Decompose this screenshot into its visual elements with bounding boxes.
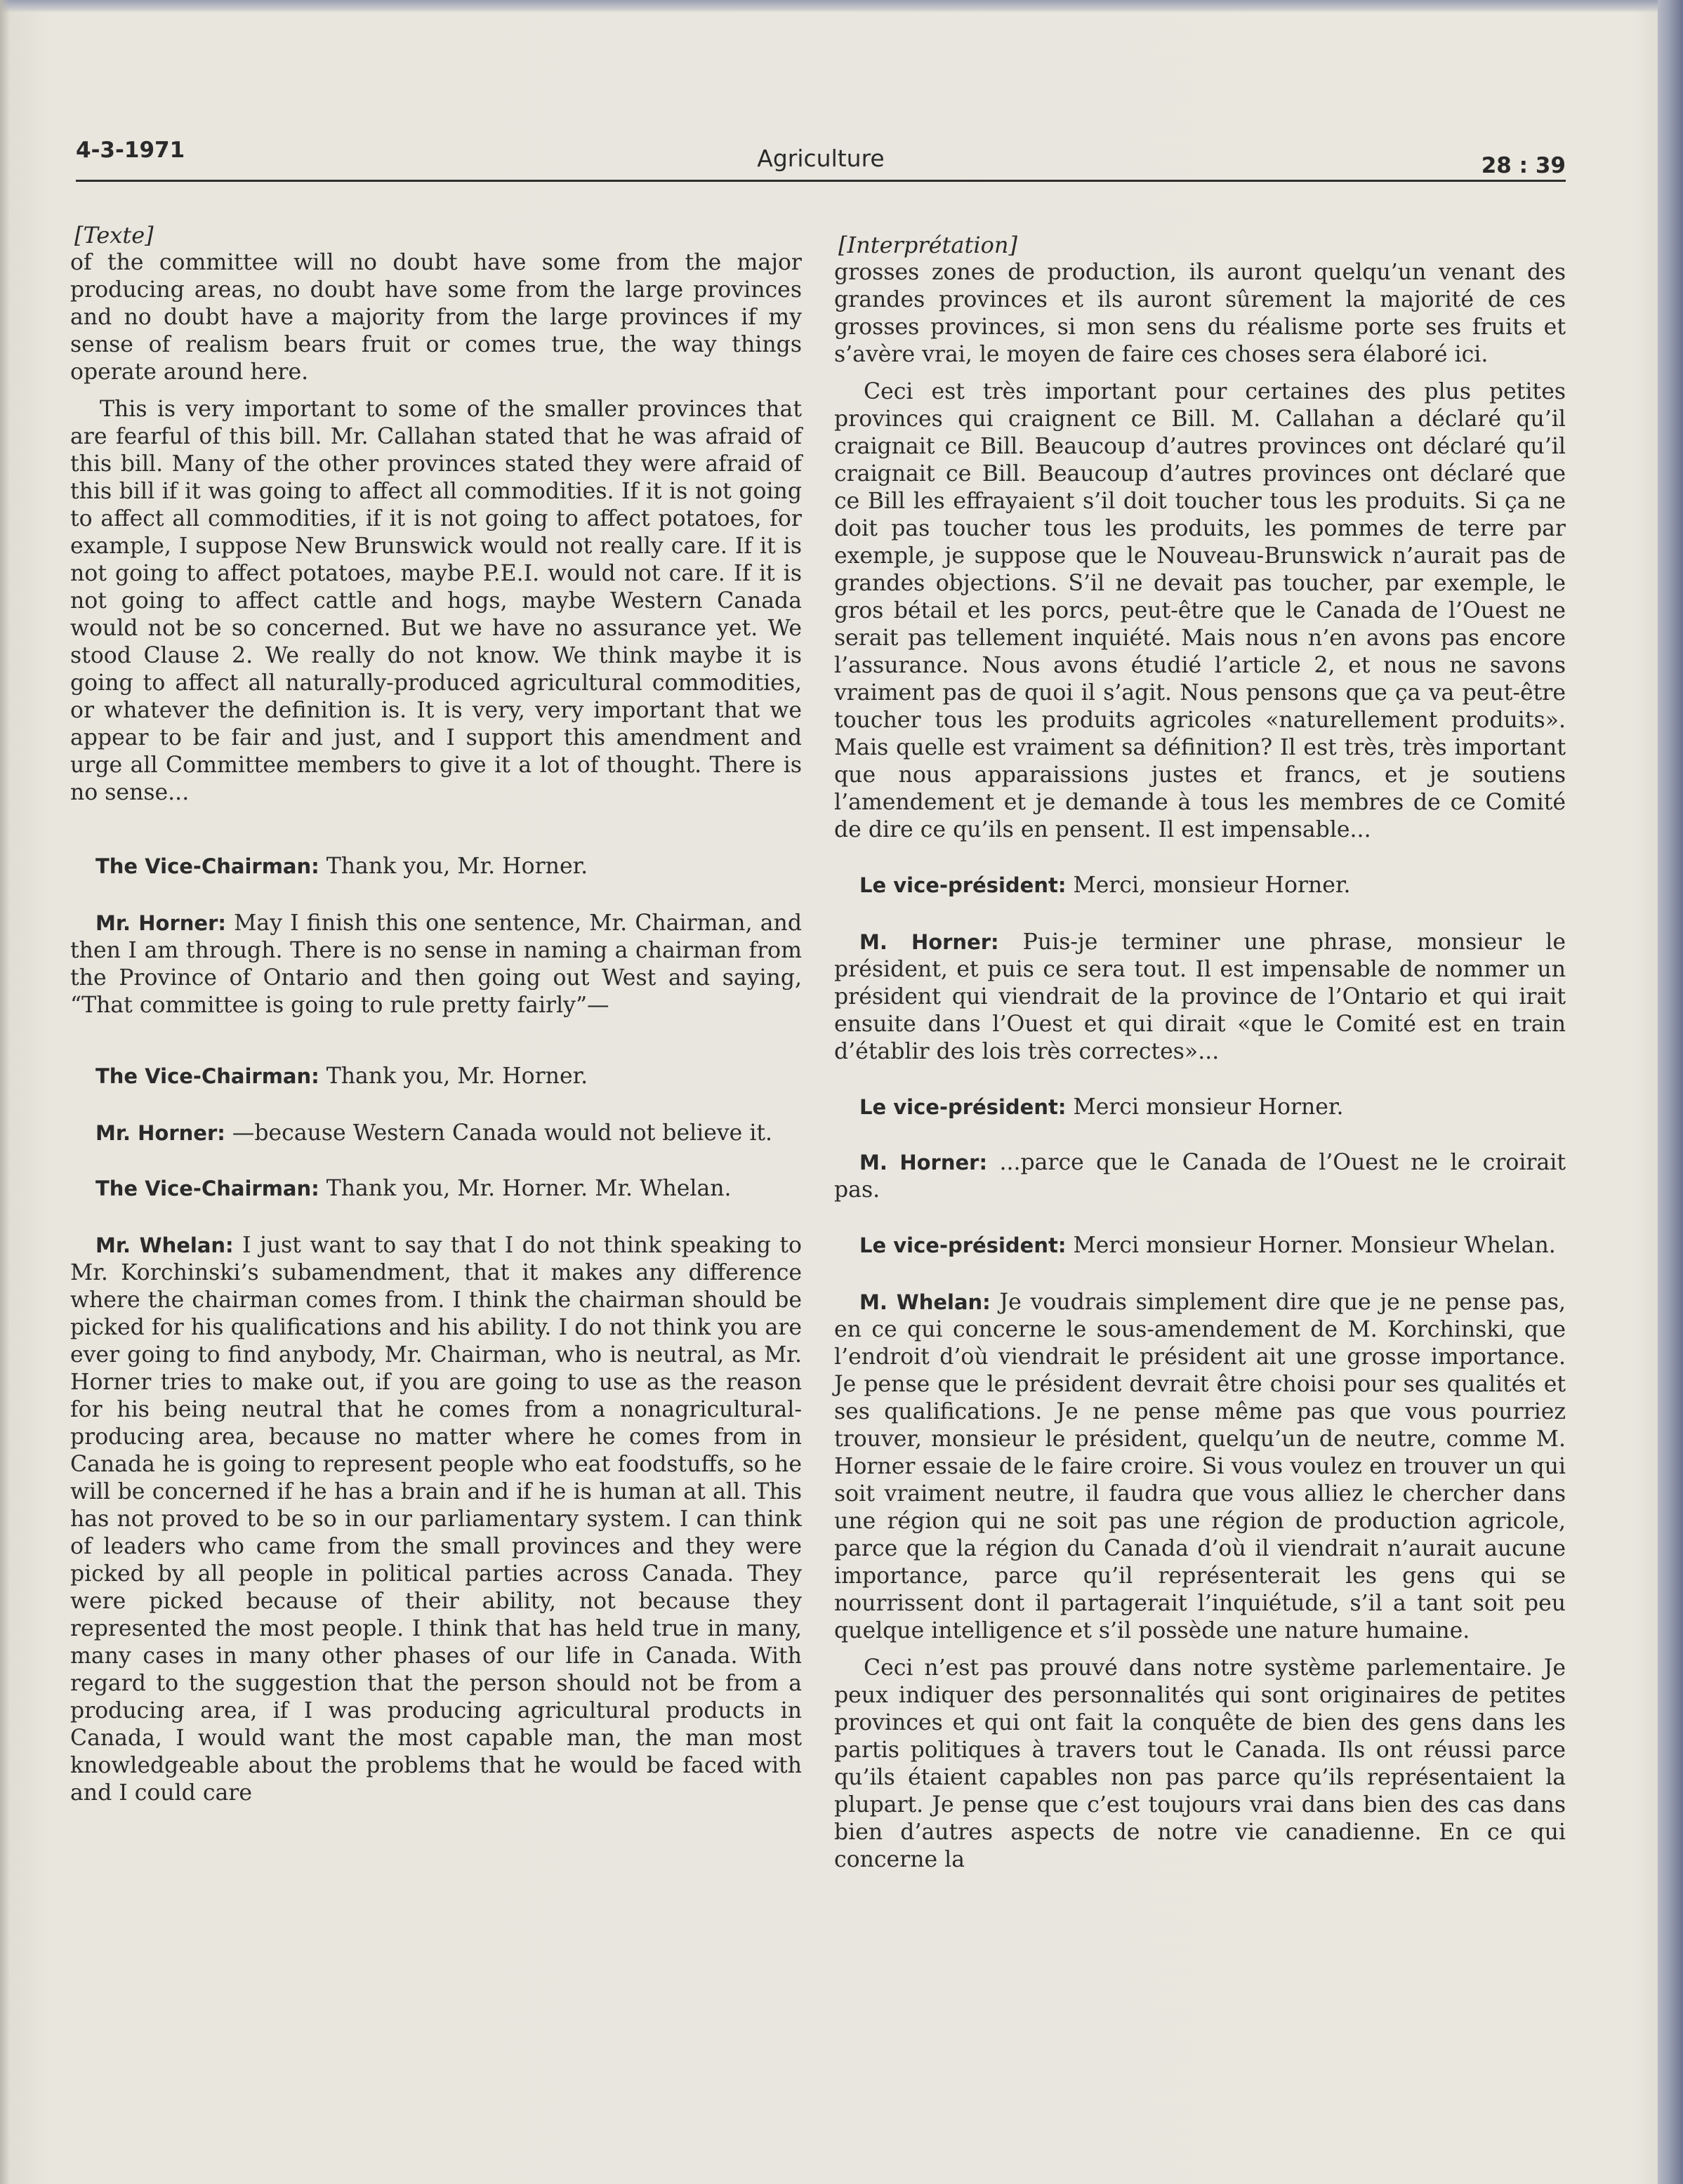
speech-text: —because Western Canada would not believe it.	[225, 1120, 773, 1146]
page-left-edge	[0, 0, 10, 2184]
french-column	[834, 232, 1566, 1874]
speech-text: Merci monsieur Horner. Monsieur Whelan.	[1066, 1233, 1556, 1258]
page-top-edge	[0, 0, 1683, 13]
speaker-name: M. Horner:	[859, 930, 999, 954]
page-header	[76, 135, 1566, 182]
speech-horner	[834, 1149, 1566, 1204]
speech-text: Thank you, Mr. Horner.	[319, 1064, 588, 1089]
header-title: Agriculture	[757, 145, 885, 172]
speaker-name: Mr. Horner:	[95, 911, 226, 935]
speaker-name: Mr. Horner:	[95, 1121, 225, 1145]
speech-text: ...parce que le Canada de l’Ouest ne le croirait pas.	[834, 1150, 1566, 1203]
paragraph: grosses zones de production, ils auront quelqu’un venant des grandes provinces et ils auront sûrement la majorité de ces grosses provinces, si mon sens du réalisme porte ses fruits et s’avère vrai, le moyen de faire ces choses sera élaboré ici.	[834, 260, 1566, 367]
speech-text: Thank you, Mr. Horner.	[319, 854, 588, 879]
column-tag: [Texte]	[74, 222, 154, 249]
paragraph: This is very important to some of the smaller provinces that are fearful of this bill. Mr. Callahan stated that he was afraid of this bill. Many of the other provinces stated they were afraid of this bill if it was going to affect all commodities. If it is not going to affect all commodities, if it is not going to affect potatoes, for example, I suppose New Brunswick would not really care. If it is not going to affect potatoes, maybe P.E.I. would not care. If it is not going to affect cattle and hogs, maybe Western Canada would not be so concerned. But we have no assurance yet. We stood Clause 2. We really do not know. We think maybe it is going to affect all naturally-produced agricultural commodities, or whatever the definition is. It is very, very important that we appear to be fair and just, and I support this amendment and urge all Committee members to give it a lot of thought. There is no sense...	[70, 397, 802, 805]
speech-whelan	[834, 1289, 1566, 1645]
column-tag: [Interprétation]	[838, 232, 1017, 258]
speech-text: Merci monsieur Horner.	[1066, 1094, 1344, 1120]
speaker-name: Mr. Whelan:	[95, 1233, 234, 1257]
speech-vice-president	[834, 1232, 1566, 1259]
speech-horner	[70, 910, 802, 1019]
header-date: 4-3-1971	[76, 138, 185, 163]
speech-text: Merci, monsieur Horner.	[1066, 873, 1351, 898]
speaker-name: The Vice-Chairman:	[95, 854, 319, 878]
speech-vice-president	[834, 1094, 1566, 1121]
paragraph: of the committee will no doubt have some from the major producing areas, no doubt have some from the large provinces and no doubt have a majority from the large provinces if my sense of realism bears fruit or comes true, the way things operate around here.	[70, 250, 802, 385]
speech-vice-president	[834, 872, 1566, 899]
speech-vice-chairman	[70, 1063, 802, 1090]
book-binding	[1658, 0, 1683, 2184]
speaker-name: The Vice-Chairman:	[95, 1177, 319, 1200]
speech-text: I just want to say that I do not think speaking to Mr. Korchinski’s subamendment, that it makes any difference where the chairman comes from. I think the chairman should be picked for his qualifications and his ability. I do not think you are ever going to find anybody, Mr. Chairman, who is neutral, as Mr. Horner tries to make out, if you are going to use as the reason for his being neutral that he comes from a nonagricultural-producing area, because no matter where he comes from in Canada he is going to represent people who eat foodstuffs, so he will be concerned if he has a brain and if he is human at all. This has not proved to be so in our parliamentary system. I can think of leaders who came from the small provinces and they were picked by all people in political parties across Canada. They were picked because of their ability, not because they represented the most people. I think that has held true in many, many cases in many other phases of our life in Canada. With regard to the suggestion that the person should not be from a producing area, if I was producing agricultural products in Canada, I would want the most capable man, the man most knowledgeable about the problems that he would be faced with and I could care	[70, 1233, 802, 1806]
speaker-name: The Vice-Chairman:	[95, 1064, 319, 1088]
speaker-name: Le vice-président:	[859, 1233, 1067, 1257]
speech-horner	[70, 1120, 802, 1147]
speaker-name: Le vice-président:	[859, 1095, 1067, 1119]
paragraph: Ceci n’est pas prouvé dans notre système parlementaire. Je peux indiquer des personnalités qui sont originaires de petites provinces et qui ont fait la conquête de bien des gens dans les partis politiques à travers tout le Canada. Ils ont réussi parce qu’ils étaient capables non pas parce qu’ils représentaient la plupart. Je pense que c’est toujours vrai dans bien des cas dans bien d’autres aspects de notre vie canadienne. En ce qui concerne la	[834, 1655, 1566, 1872]
speech-text: May I finish this one sentence, Mr. Chairman, and then I am through. There is no sense in naming a chairman from the Province of Ontario and then going out West and saying, “That committee is going to rule pretty fairly”—	[70, 911, 802, 1018]
speech-text: Puis-je terminer une phrase, monsieur le président, et puis ce sera tout. Il est impensable de nommer un président qui viendrait de la province de l’Ontario et qui irait ensuite dans l’Ouest et qui dirait «que le Comité est en train d’établir des lois très correctes»...	[834, 929, 1566, 1064]
speech-vice-chairman	[70, 1175, 802, 1203]
speaker-name: M. Whelan:	[859, 1290, 991, 1314]
speaker-name: Le vice-président:	[859, 873, 1067, 897]
english-column	[70, 222, 802, 1807]
speech-text: Thank you, Mr. Horner. Mr. Whelan.	[319, 1176, 732, 1201]
speech-vice-chairman	[70, 853, 802, 880]
paragraph: Ceci est très important pour certaines des plus petites provinces qui craignent ce Bill. M. Callahan a déclaré qu’il craignait ce Bill. Beaucoup d’autres provinces ont déclaré qu’il craignait ce Bill. Beaucoup d’autres provinces ont déclaré que ce Bill les effrayaient s’il doit toucher tous les produits. Si ça ne doit pas toucher tous les produits, les pommes de terre par exemple, je suppose que le Nouveau-Brunswick n’aurait pas de grandes objections. S’il ne devait pas toucher, par exemple, le gros bétail et les porcs, peut-être que le Canada de l’Ouest ne serait pas tellement inquiété. Mais nous n’en avons pas encore l’assurance. Nous avons étudié l’article 2, et nous ne savons vraiment pas de quoi il s’agit. Nous pensons que ça va peut-être toucher tous les produits agricoles «naturellement produits». Mais quelle est vraiment sa définition? Il est très, très important que nous apparaissions justes et francs, et je soutiens l’amendement et je demande à tous les membres de ce Comité de dire ce qu’ils en pensent. Il est impensable...	[834, 379, 1566, 842]
speech-text: Je voudrais simplement dire que je ne pense pas, en ce qui concerne le sous-amendement de M. Korchinski, que l’endroit d’où viendrait le président ait une grosse importance. Je pense que le président devrait être choisi pour ses qualités et ses qualifications. Je ne pense même pas que vous pourriez trouver, monsieur le président, quelqu’un de neutre, comme M. Horner essaie de le faire croire. Si vous voulez en trouver un qui soit vraiment neutre, il faudra que vous alliez le chercher dans une région qui ne soit pas une région de production agricole, parce que la région du Canada d’où il viendrait n’aurait aucune importance, parce qu’il représenterait les gens qui se nourrissent dont il partagerait l’inquiétude, s’il a tant soit peu quelque intelligence et s’il possède une nature humaine.	[834, 1290, 1566, 1643]
speech-whelan	[70, 1232, 802, 1807]
speech-horner	[834, 929, 1566, 1066]
header-page-number: 28 : 39	[1481, 153, 1566, 178]
speaker-name: M. Horner:	[859, 1151, 988, 1174]
